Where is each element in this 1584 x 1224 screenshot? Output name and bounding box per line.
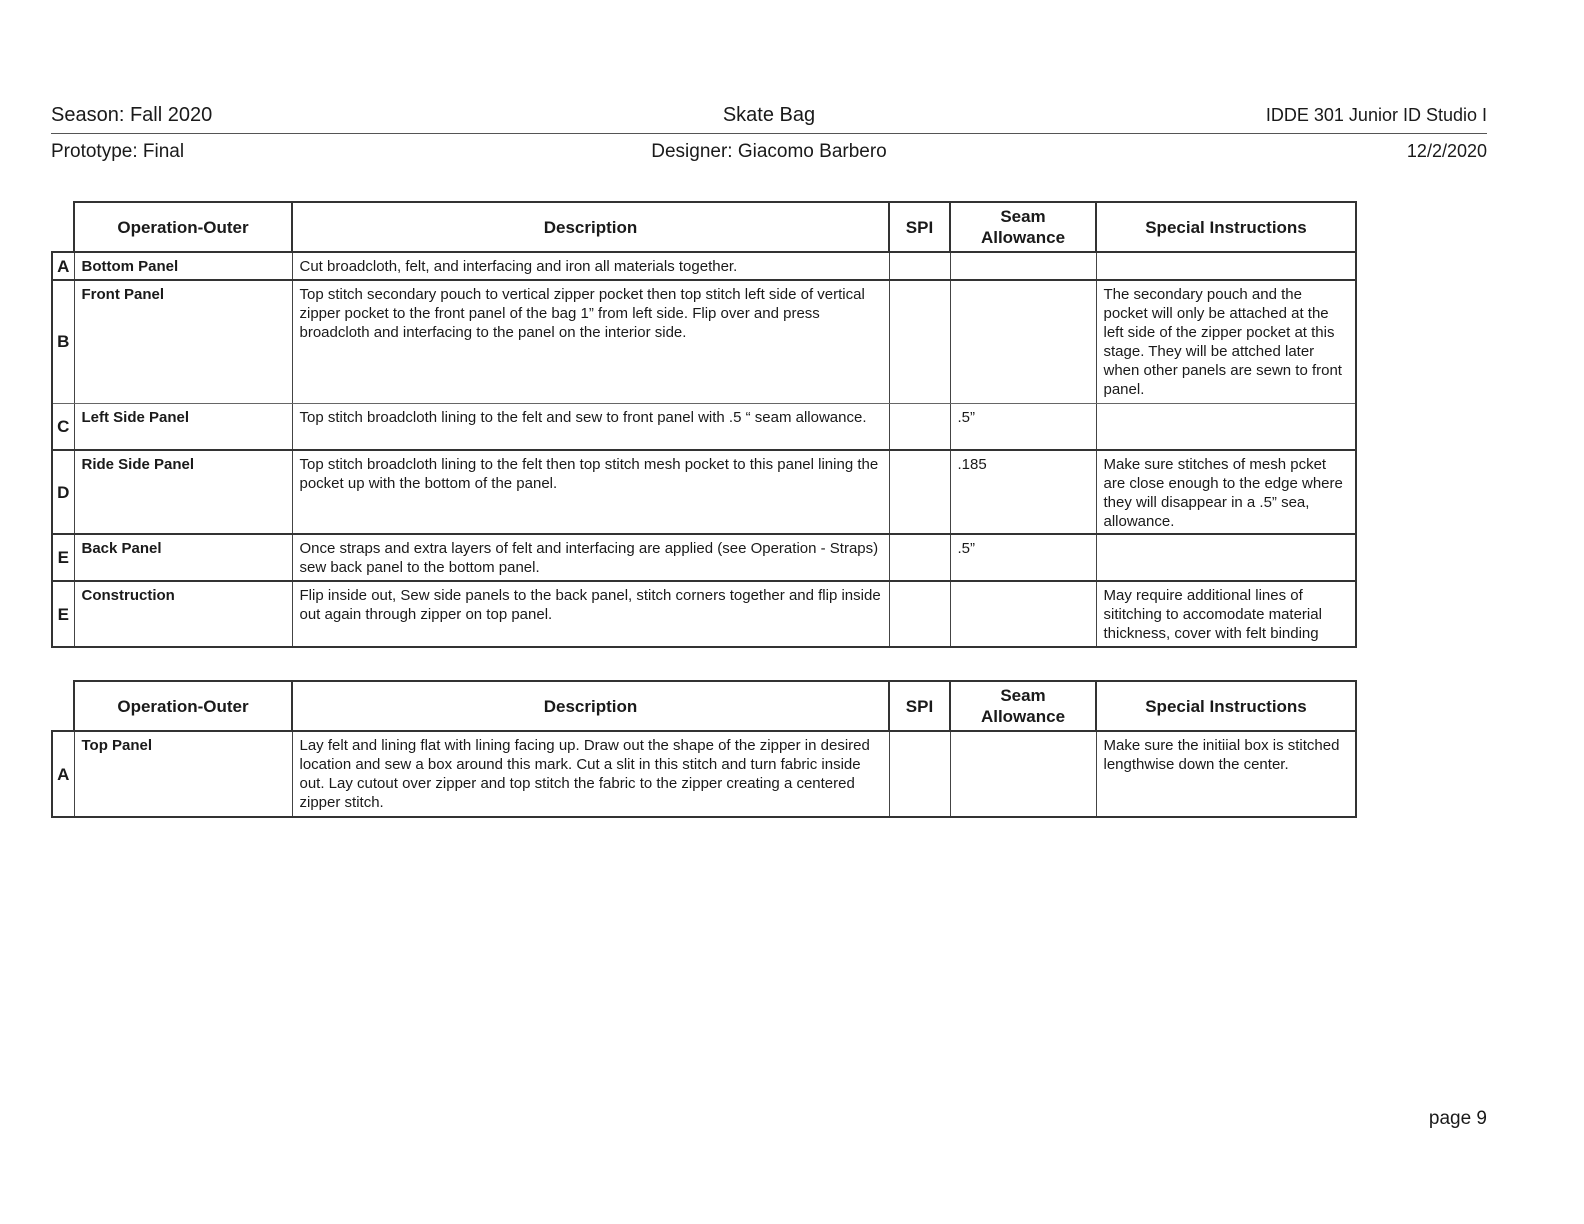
letter-column-header — [52, 681, 74, 731]
row-letter: A — [52, 731, 74, 817]
header-row-2 — [51, 141, 1487, 163]
seam-allowance-value: .5” — [950, 403, 1096, 450]
document-title: Skate Bag — [722, 104, 816, 126]
operations-table-top-panel — [51, 680, 1357, 818]
row-letter: B — [52, 280, 74, 403]
page-number: page 9 — [1428, 1108, 1487, 1129]
spi-column-header: SPI — [889, 681, 950, 731]
operation-name: Bottom Panel — [74, 252, 292, 280]
seam-allowance-value: .5” — [950, 534, 1096, 581]
seam-header-line2: Allowance — [980, 707, 1066, 726]
seam-allowance-column-header — [950, 681, 1096, 731]
spi-value — [889, 581, 950, 647]
table-row — [52, 731, 1356, 817]
operation-description: Top stitch broadcloth lining to the felt and sew to front panel with .5 “ seam allowance. — [292, 403, 889, 450]
operation-description: Flip inside out, Sew side panels to the back panel, stitch corners together and flip inside out again through zipper on top panel. — [292, 581, 889, 647]
course-label: IDDE 301 Junior ID Studio I — [1265, 105, 1487, 125]
seam-allowance-value: .185 — [950, 450, 1096, 534]
table-row — [52, 280, 1356, 403]
spi-value — [889, 280, 950, 403]
table-header-row — [52, 681, 1356, 731]
seam-allowance-value — [950, 252, 1096, 280]
header-divider — [51, 133, 1487, 134]
operation-name: Ride Side Panel — [74, 450, 292, 534]
special-instructions: Make sure the initiial box is stitched lengthwise down the center. — [1096, 731, 1356, 817]
row-letter: C — [52, 403, 74, 450]
seam-allowance-column-header — [950, 202, 1096, 252]
seam-allowance-value — [950, 731, 1096, 817]
special-instructions: The secondary pouch and the pocket will only be attached at the left side of the zipper pocket at this stage. They will be attched later when other panels are sewn to front panel. — [1096, 280, 1356, 403]
operation-description: Top stitch secondary pouch to vertical zipper pocket then top stitch left side of vertical zipper pocket to the front panel of the bag 1” from left side. Flip over and press broadcloth and interfacing to the panel on the interior side. — [292, 280, 889, 403]
date-label: 12/2/2020 — [1406, 141, 1487, 161]
spi-value — [889, 731, 950, 817]
special-instructions-column-header: Special Instructions — [1096, 202, 1356, 252]
operation-description: Once straps and extra layers of felt and interfacing are applied (see Operation - Straps) sew back panel to the bottom panel. — [292, 534, 889, 581]
table-row — [52, 534, 1356, 581]
table-row — [52, 450, 1356, 534]
seam-header-line2: Allowance — [980, 228, 1066, 247]
operation-name: Front Panel — [74, 280, 292, 403]
special-instructions — [1096, 534, 1356, 581]
row-letter: D — [52, 450, 74, 534]
special-instructions-column-header: Special Instructions — [1096, 681, 1356, 731]
table-row — [52, 403, 1356, 450]
special-instructions — [1096, 252, 1356, 280]
row-letter: E — [52, 534, 74, 581]
table-row — [52, 252, 1356, 280]
description-column-header: Description — [292, 681, 889, 731]
operation-description: Lay felt and lining flat with lining facing up. Draw out the shape of the zipper in desired location and sew a box around this mark. Cut a slit in this stitch and turn fabric inside out. Lay cutout over zipper and top stitch the fabric to the zipper creating a centered zipper stitch. — [292, 731, 889, 817]
special-instructions: May require additional lines of sititching to accomodate material thickness, cover with felt binding — [1096, 581, 1356, 647]
spi-column-header: SPI — [889, 202, 950, 252]
row-letter: E — [52, 581, 74, 647]
spi-value — [889, 252, 950, 280]
spi-value — [889, 450, 950, 534]
special-instructions — [1096, 403, 1356, 450]
row-letter: A — [52, 252, 74, 280]
operation-description: Top stitch broadcloth lining to the felt then top stitch mesh pocket to this panel lining the pocket up with the bottom of the panel. — [292, 450, 889, 534]
description-column-header: Description — [292, 202, 889, 252]
operation-name: Back Panel — [74, 534, 292, 581]
spi-value — [889, 403, 950, 450]
special-instructions: Make sure stitches of mesh pcket are close enough to the edge where they will disappear in a .5” sea, allowance. — [1096, 450, 1356, 534]
table-header-row — [52, 202, 1356, 252]
operation-column-header: Operation-Outer — [74, 681, 292, 731]
designer-label: Designer: Giacomo Barbero — [651, 141, 887, 162]
spi-value — [889, 534, 950, 581]
operation-description: Cut broadcloth, felt, and interfacing and iron all materials together. — [292, 252, 889, 280]
seam-header-line1: Seam — [1000, 207, 1046, 226]
season-label: Season: Fall 2020 — [51, 104, 213, 126]
header-row-1 — [51, 104, 1487, 127]
operation-column-header: Operation-Outer — [74, 202, 292, 252]
table-row — [52, 581, 1356, 647]
seam-header-line1: Seam — [1000, 686, 1046, 705]
operations-table-outer — [51, 201, 1357, 648]
prototype-label: Prototype: Final — [51, 141, 185, 162]
operation-name: Left Side Panel — [74, 403, 292, 450]
operation-name: Construction — [74, 581, 292, 647]
operation-name: Top Panel — [74, 731, 292, 817]
seam-allowance-value — [950, 581, 1096, 647]
seam-allowance-value — [950, 280, 1096, 403]
letter-column-header — [52, 202, 74, 252]
